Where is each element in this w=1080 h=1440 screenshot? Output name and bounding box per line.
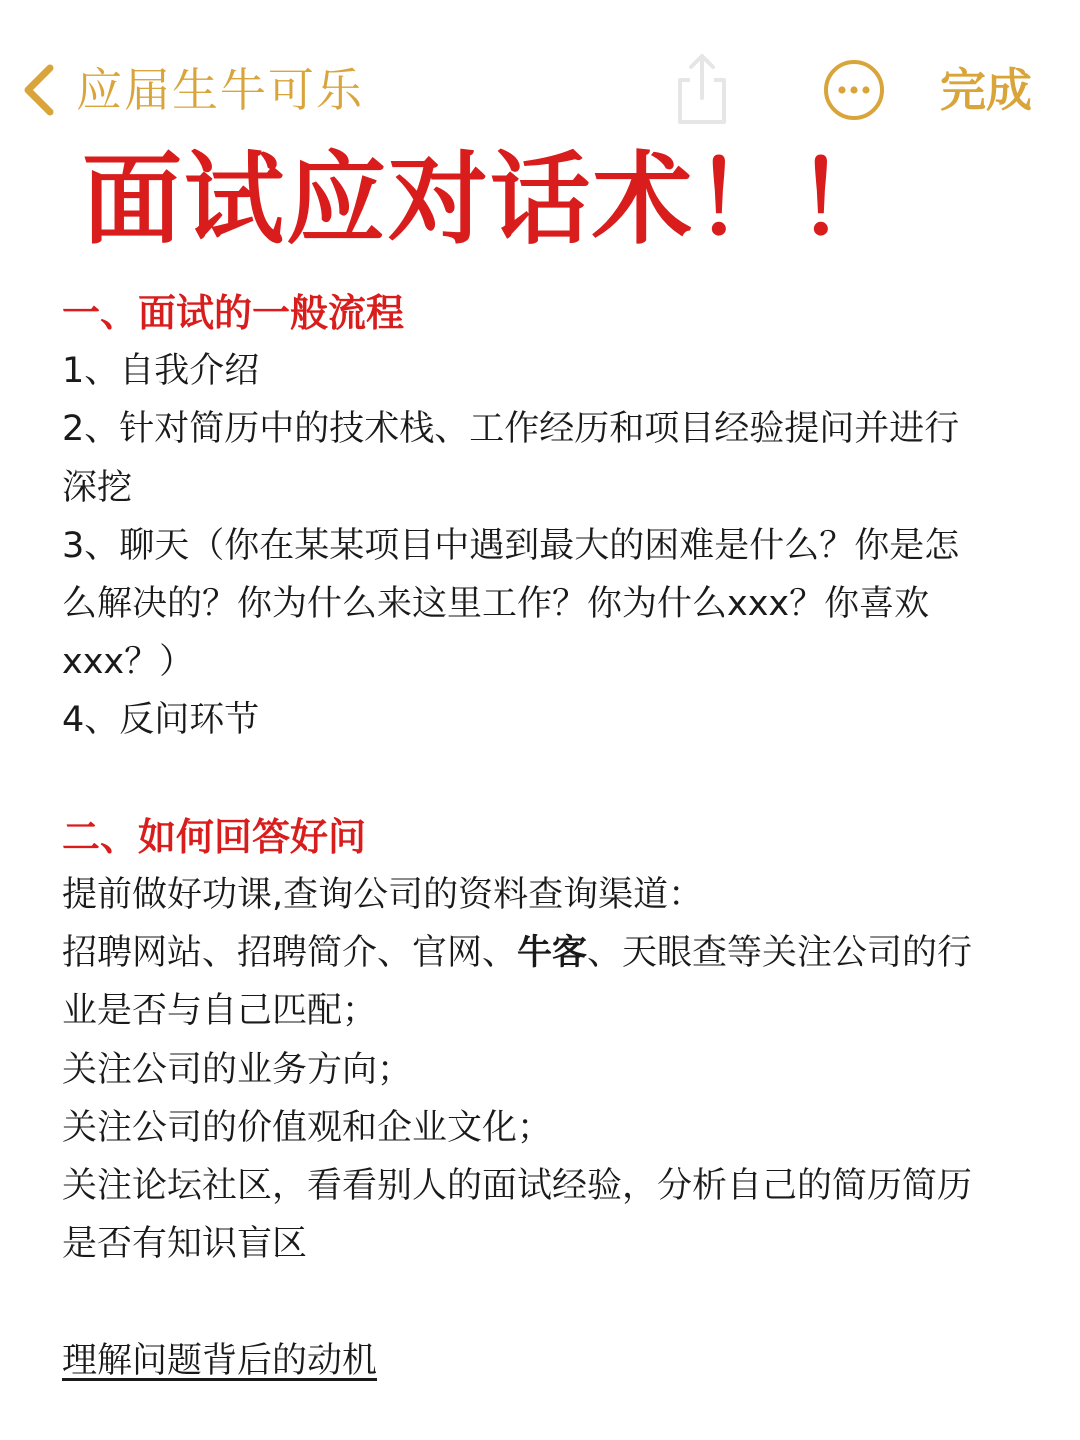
blank-line [62, 750, 1022, 808]
done-button[interactable]: 完成 [940, 63, 1032, 117]
back-button[interactable] [18, 52, 364, 128]
list-item: 1、自我介绍 [62, 351, 260, 392]
paragraph-line: 关注公司的业务方向； [62, 1049, 413, 1090]
paragraph-line: 是否有知识盲区 [62, 1224, 308, 1265]
section-heading: 一、面试的一般流程 [62, 291, 405, 335]
text-run: 招聘网站、招聘简介、官网、 [62, 933, 518, 974]
section-heading: 二、如何回答好问 [62, 814, 367, 859]
list-item: 深挖 [62, 467, 133, 508]
share-button[interactable] [672, 52, 732, 126]
note-body[interactable] [62, 284, 1022, 1390]
more-button[interactable] [822, 58, 886, 122]
text-run: 、天眼查等关注公司的行 [587, 933, 973, 974]
list-item: 3、聊天（你在某某项目中遇到最大的困难是什么？你是怎 [62, 525, 960, 566]
list-item: xxx？） [62, 642, 195, 683]
more-horizontal-icon [822, 107, 886, 126]
list-item: 2、针对简历中的技术栈、工作经历和项目经验提问并进行 [62, 409, 960, 450]
paragraph-line: 业是否与自己匹配； [62, 991, 378, 1032]
bold-text-run: 牛客 [517, 933, 588, 974]
notes-folder-title: 应届生牛可乐 [76, 63, 364, 117]
paragraph-line: 关注公司的价值观和企业文化； [62, 1107, 553, 1148]
paragraph-line: 关注论坛社区，看看别人的面试经验，分析自己的简历简历 [62, 1166, 973, 1207]
chevron-left-icon [18, 60, 58, 120]
underlined-line [62, 1332, 1022, 1390]
paragraph-line [62, 924, 1022, 982]
list-item: 么解决的？你为什么来这里工作？你为什么xxx？你喜欢 [62, 584, 930, 625]
list-item: 4、反问环节 [62, 700, 260, 741]
page-title: 面试应对话术！！ [82, 141, 898, 258]
paragraph-line: 提前做好功课,查询公司的资料查询渠道： [62, 875, 704, 916]
blank-line [62, 1273, 1022, 1331]
share-icon [672, 111, 732, 130]
underlined-text: 理解问题背后的动机 [62, 1340, 378, 1381]
nav-bar [0, 0, 1080, 150]
